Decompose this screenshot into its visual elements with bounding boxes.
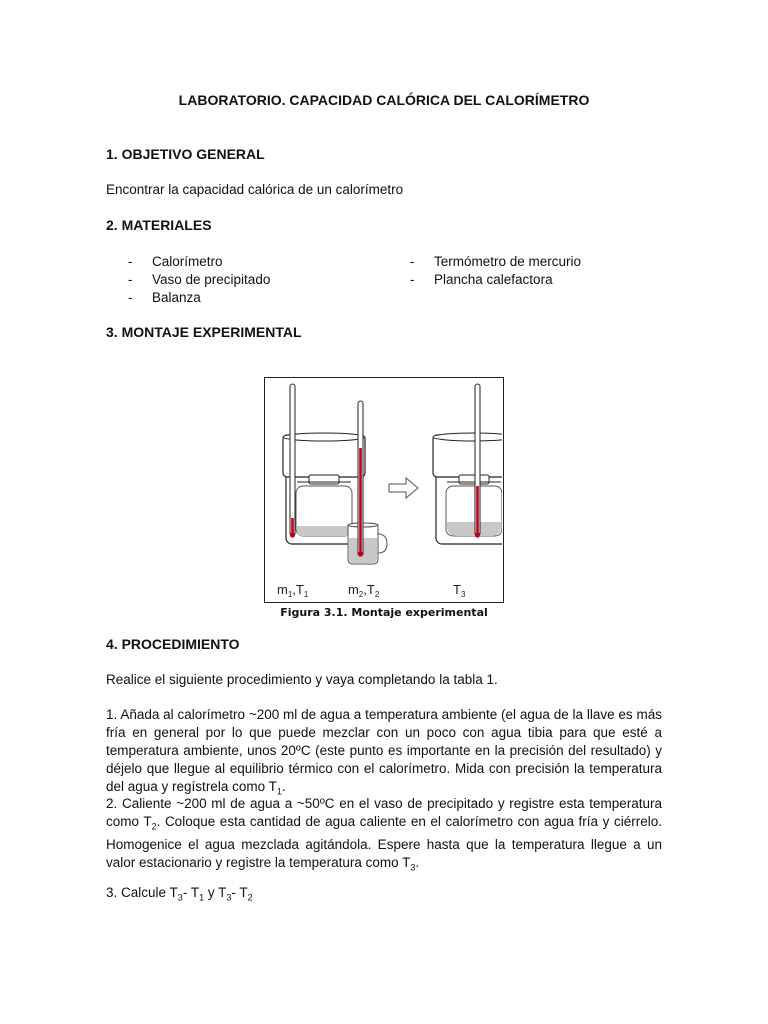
list-item: - Calorímetro xyxy=(128,254,223,269)
materials-list-right xyxy=(410,253,581,289)
section-heading-materiales: 2. MATERIALES xyxy=(106,217,212,233)
list-item: - Balanza xyxy=(128,290,201,305)
list-item: - Vaso de precipitado xyxy=(128,272,271,287)
thermometer-middle xyxy=(358,401,363,557)
calorimeter-right xyxy=(433,433,502,544)
procedure-step-2: 2. Caliente ~200 ml de agua a ~50ºC en el vaso de precipitado y registre esta temperatura como $T_2$. Coloque esta cantidad de agua caliente en el calorímetro con agua fría y ciérrelo. Homogenice el agua mezclada agitándola. Espere hasta que la temperatura llegue a un valor estacionario y registre la temperatura como $T_3$. xyxy=(106,796,662,873)
beaker xyxy=(348,523,387,564)
thermometer-right xyxy=(475,384,480,538)
label-m2-t2: $m_2,T_2$ xyxy=(348,582,380,599)
list-item: - Plancha calefactora xyxy=(410,272,553,287)
materials-list-left xyxy=(128,253,270,307)
section-heading-objetivo: 1. OBJETIVO GENERAL xyxy=(106,146,265,162)
water-left xyxy=(297,526,351,536)
label-t3: $T_3$ xyxy=(453,582,466,599)
procedure-step-1: 1. Añada al calorímetro ~200 ml de agua a temperatura ambiente (el agua de la llave es más fría en general por lo que puede mezclar con un poco con agua tibia para que esté a temperatura ambiente, unos 20ºC (este punto es importante en la precisión del resultado) y déjelo que llegue al equilibrio térmico con el calorímetro. Mida con precisión la temperatura del agua y regístrela como $T_1$. xyxy=(106,707,662,797)
section-heading-procedimiento: 4. PROCEDIMIENTO xyxy=(106,636,240,652)
experimental-setup-figure xyxy=(264,377,504,603)
list-item: - Termómetro de mercurio xyxy=(410,254,582,269)
section-heading-montaje: 3. MONTAJE EXPERIMENTAL xyxy=(106,324,302,340)
procedure-intro: Realice el siguiente procedimiento y vaya completando la tabla 1. xyxy=(106,672,498,687)
water-right xyxy=(447,522,501,536)
procedure-step-3: 3. Calcule $T_3-$ $T_1$ y $T_3-$ $T_2$ xyxy=(106,885,253,903)
page-title: LABORATORIO. CAPACIDAD CALÓRICA DEL CALORÍMETRO xyxy=(178,92,590,108)
objetivo-text: Encontrar la capacidad calórica de un calorímetro xyxy=(106,182,404,197)
setup-diagram xyxy=(265,378,502,601)
arrow-icon xyxy=(389,478,418,498)
figure-caption: Figura 3.1. Montaje experimental xyxy=(280,606,488,619)
label-m1-t1: $m_1,T_1$ xyxy=(277,582,309,599)
thermometer-left xyxy=(290,384,295,538)
